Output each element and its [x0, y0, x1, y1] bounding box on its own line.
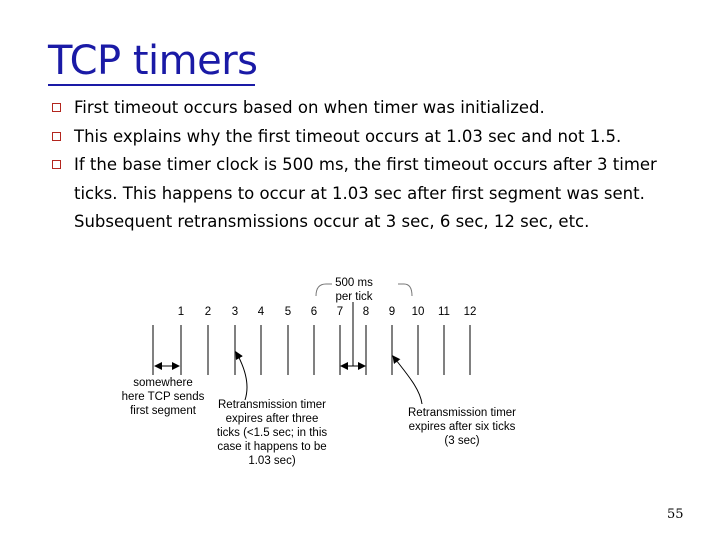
tick-label-8: 8: [362, 306, 370, 318]
three-ticks-arrow: [236, 352, 247, 400]
tick-label-4: 4: [257, 306, 265, 318]
tick-label-3: 3: [231, 306, 239, 318]
six-ticks-label-line2: expires after six ticks: [408, 421, 516, 433]
page-number: 55: [667, 507, 684, 522]
sent-label-line1: somewhere: [133, 377, 193, 389]
three-ticks-label-line3: ticks (<1.5 sec; in this: [216, 427, 328, 439]
three-ticks-label-line5: 1.03 sec): [248, 455, 296, 467]
tick-label-11: 11: [438, 306, 450, 318]
bullet-text-3: If the base timer clock is 500 ms, the first timeout occurs after 3 timer ticks. This happens to occur at 1.03 sec after first segment was sent. Subsequent retransmissions occur at 3 sec, 6 sec, 12 sec, etc.: [74, 155, 657, 231]
per-tick-label-line1: 500 ms: [335, 277, 373, 289]
sent-label-line2: here TCP sends: [121, 391, 205, 403]
bullet-text-2: This explains why the first timeout occurs at 1.03 sec and not 1.5.: [74, 126, 622, 146]
slide-title: TCP timers: [48, 38, 258, 84]
three-ticks-label-line4: case it happens to be: [217, 441, 327, 453]
three-ticks-label-line2: expires after three: [225, 413, 319, 425]
per-tick-label-line2: per tick: [335, 291, 373, 303]
bullet-text-1: First timeout occurs based on when timer was initialized.: [74, 98, 545, 117]
six-ticks-label-line1: Retransmission timer: [408, 407, 516, 419]
six-ticks-label-line3: (3 sec): [444, 435, 480, 447]
tick-label-1: 1: [177, 306, 185, 318]
three-ticks-label-line1: Retransmission timer: [218, 399, 326, 411]
tick-label-7: 7: [336, 306, 344, 318]
tick-label-12: 12: [463, 306, 477, 318]
tick-label-2: 2: [204, 306, 212, 318]
tick-label-9: 9: [388, 306, 396, 318]
tick-label-5: 5: [284, 306, 292, 318]
tick-label-10: 10: [411, 306, 425, 318]
tick-label-6: 6: [310, 306, 318, 318]
sent-label-line3: first segment: [130, 405, 196, 417]
